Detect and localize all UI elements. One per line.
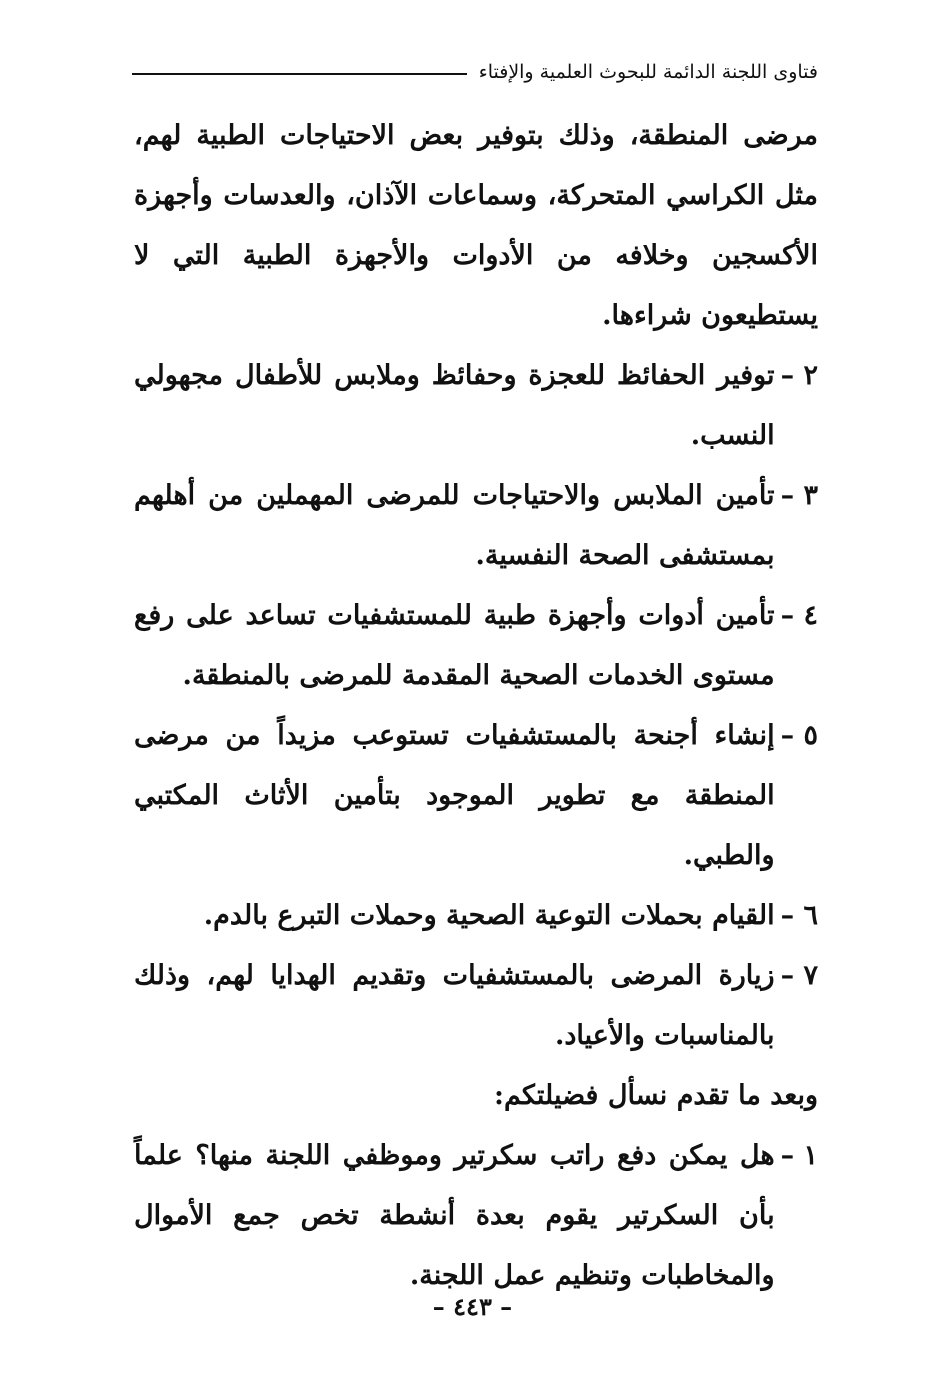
list-item-marker: ٧ – bbox=[780, 960, 818, 991]
opening-paragraph: مرضى المنطقة، وذلك بتوفير بعض الاحتياجات الطبية لهم، مثل الكراسي المتحركة، وسماعات الآذان، والعدسات وأجهزة الأكسجين وخلافه من الأدوات والأجهزة الطبية التي لا يستطيعون شراءها. bbox=[134, 120, 818, 331]
list-item bbox=[134, 586, 818, 706]
list-item-marker: ٢ – bbox=[780, 360, 818, 391]
list-item-marker: ٦ – bbox=[780, 900, 818, 931]
list-item bbox=[134, 886, 818, 946]
question-item-text: هل يمكن دفع راتب سكرتير وموظفي اللجنة منها؟ علماً بأن السكرتير يقوم بعدة أنشطة تخص جمع الأموال والمخاطبات وتنظيم عمل اللجنة. bbox=[134, 1140, 775, 1291]
question-intro: وبعد ما تقدم نسأل فضيلتكم: bbox=[494, 1080, 818, 1111]
header-rule bbox=[132, 73, 467, 75]
list-item-text: توفير الحفائظ للعجزة وحفائظ وملابس للأطفال مجهولي النسب. bbox=[134, 360, 775, 451]
list-item-text: زيارة المرضى بالمستشفيات وتقديم الهدايا لهم، وذلك بالمناسبات والأعياد. bbox=[134, 960, 775, 1051]
list-item bbox=[134, 346, 818, 466]
question-item-marker: ١ – bbox=[780, 1140, 818, 1171]
list-item-text: إنشاء أجنحة بالمستشفيات تستوعب مزيداً من مرضى المنطقة مع تطوير الموجود بتأمين الأثاث المكتبي والطبي. bbox=[134, 720, 775, 871]
list-item-text: القيام بحملات التوعية الصحية وحملات التبرع بالدم. bbox=[203, 900, 775, 931]
page-body bbox=[134, 106, 818, 1306]
page-number: – ٤٤٣ – bbox=[432, 1292, 513, 1321]
running-header bbox=[132, 56, 818, 88]
list-item-marker: ٥ – bbox=[780, 720, 818, 751]
header-title: فتاوى اللجنة الدائمة للبحوث العلمية والإفتاء bbox=[478, 61, 818, 83]
question-item bbox=[134, 1126, 818, 1306]
list-item bbox=[134, 706, 818, 886]
list-item-marker: ٤ – bbox=[780, 600, 818, 631]
list-item bbox=[134, 466, 818, 586]
list-item-text: تأمين أدوات وأجهزة طبية للمستشفيات تساعد على رفع مستوى الخدمات الصحية المقدمة للمرضى بالمنطقة. bbox=[134, 600, 775, 691]
list-item-text: تأمين الملابس والاحتياجات للمرضى المهملين من أهلهم بمستشفى الصحة النفسية. bbox=[134, 480, 775, 571]
list-item bbox=[134, 946, 818, 1066]
list-item-marker: ٣ – bbox=[780, 480, 818, 511]
